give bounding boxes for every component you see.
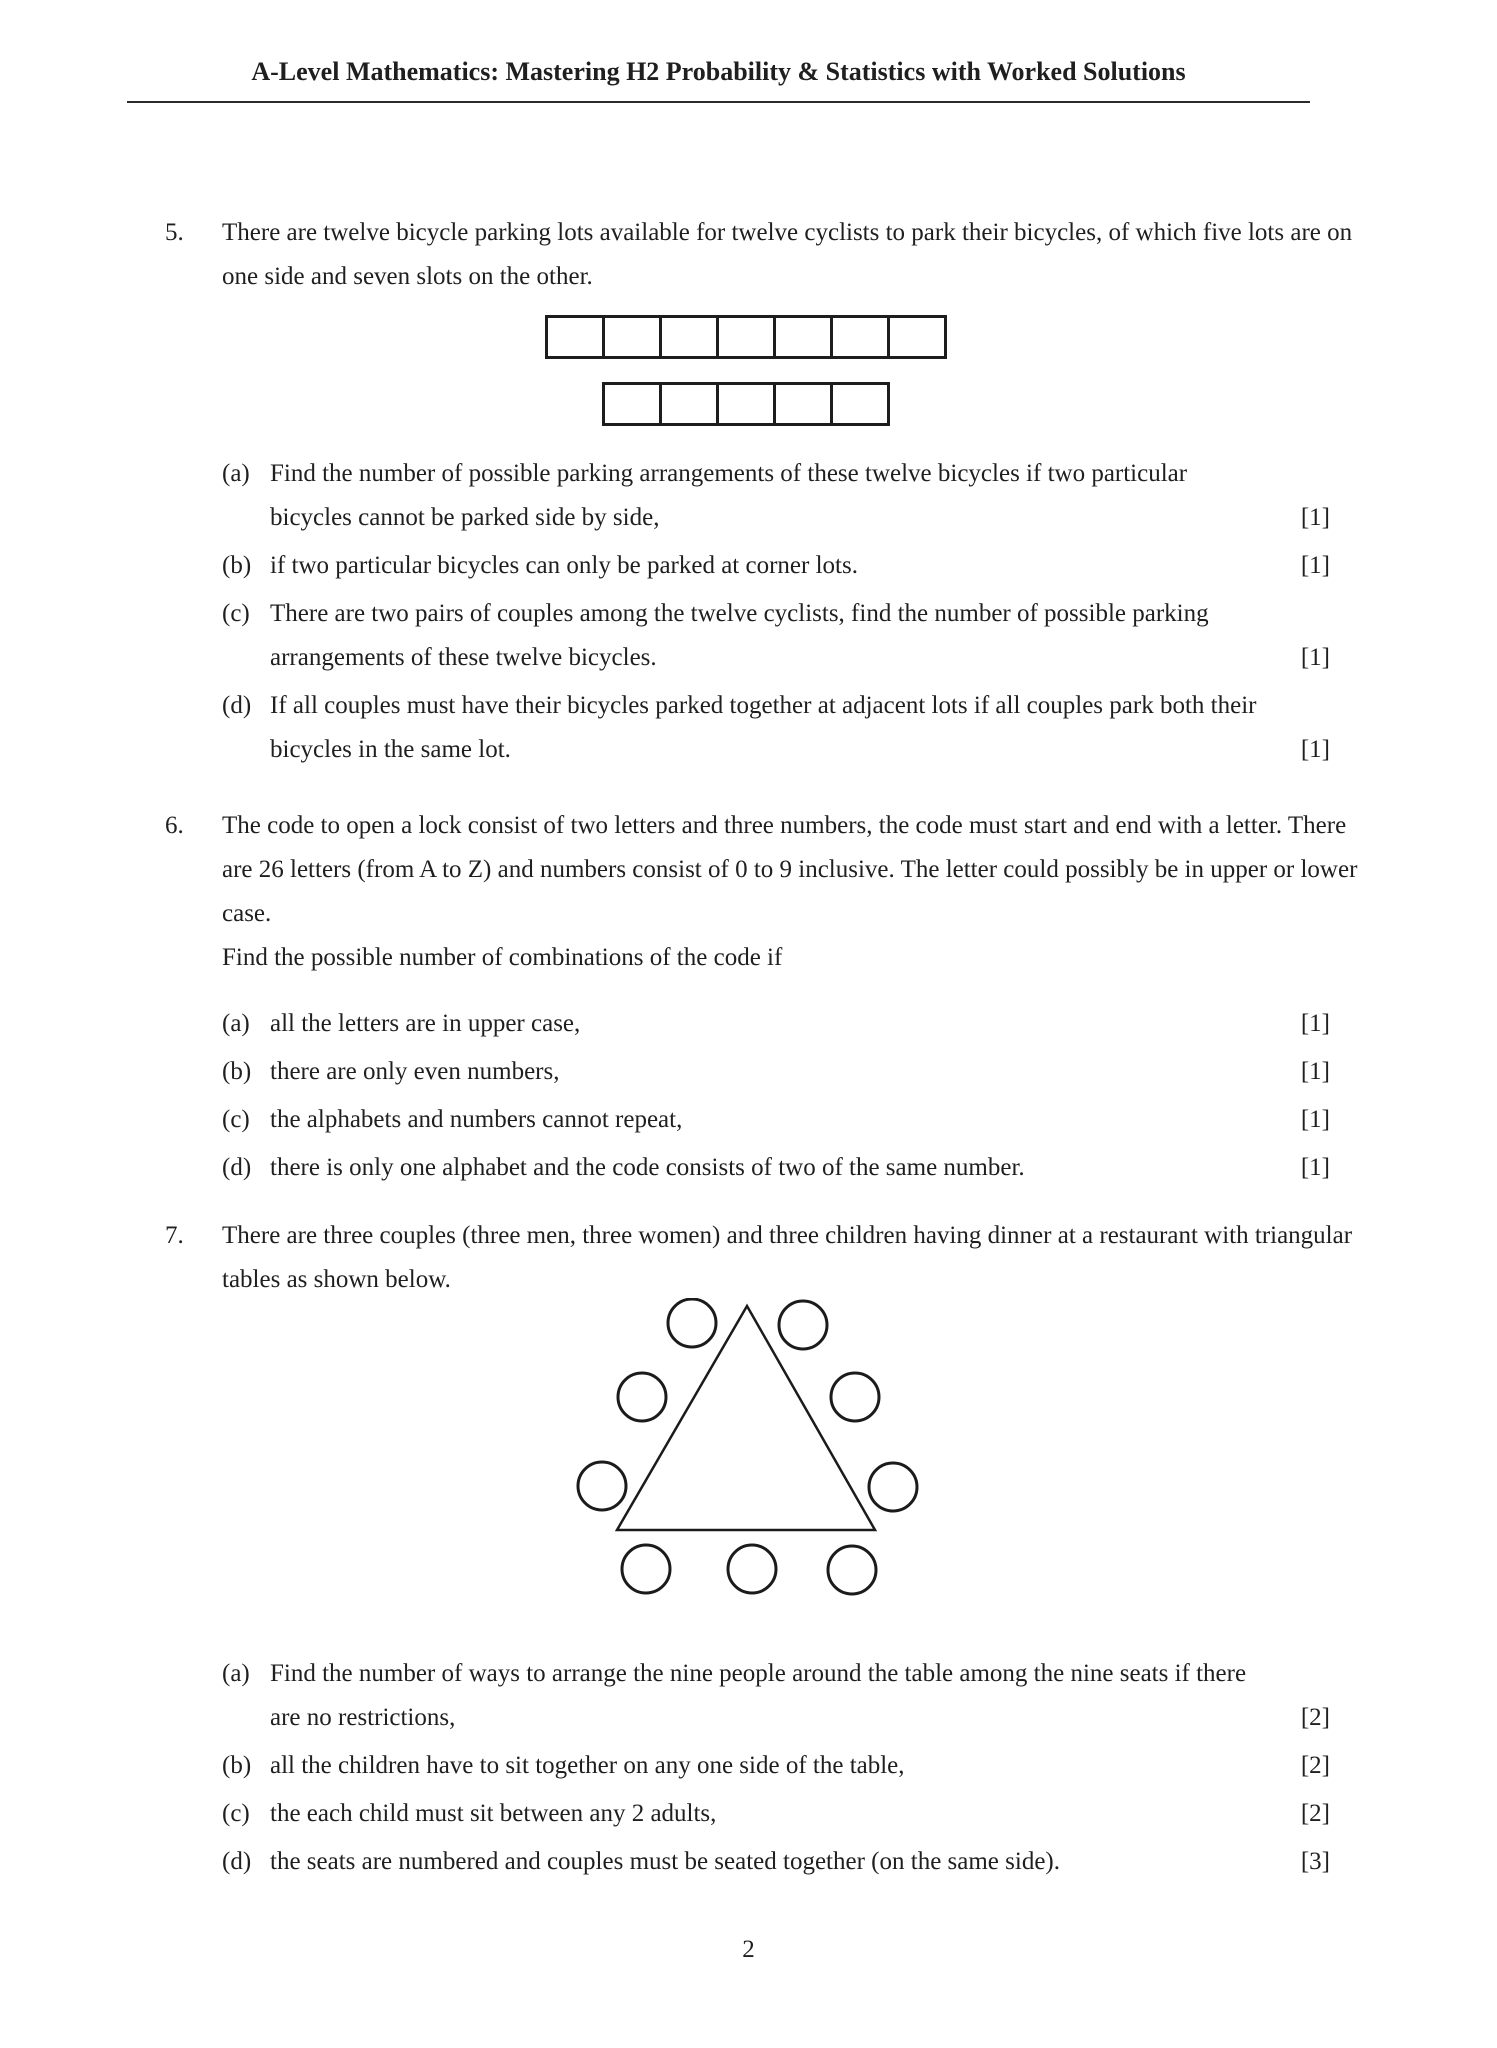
parking-row-bottom xyxy=(602,382,1365,426)
page-header-title: A-Level Mathematics: Mastering H2 Probability & Statistics with Worked Solutions xyxy=(127,54,1310,103)
part-a xyxy=(222,1652,1330,1740)
parking-slot xyxy=(773,315,833,359)
seat-circle xyxy=(828,1546,876,1594)
marks-badge: [1] xyxy=(1300,644,1330,671)
part-a xyxy=(222,452,1330,540)
part-d xyxy=(222,1146,1330,1190)
question-body xyxy=(222,1214,1365,1888)
question-6 xyxy=(165,804,1365,1194)
marks-badge: [1] xyxy=(1300,736,1330,763)
parking-slot xyxy=(602,382,662,426)
part-text: if two particular bicycles can only be parked at corner lots. xyxy=(270,552,858,579)
part-b xyxy=(222,544,1330,588)
part-text: the alphabets and numbers cannot repeat, xyxy=(270,1106,683,1133)
parking-slot xyxy=(830,315,890,359)
part-text: all the letters are in upper case, xyxy=(270,1010,581,1037)
part-a xyxy=(222,1002,1330,1046)
part-c xyxy=(222,1098,1330,1142)
part-text: the each child must sit between any 2 adults, xyxy=(270,1800,717,1827)
part-d xyxy=(222,1840,1330,1884)
part-label: (d) xyxy=(222,1154,252,1181)
part-text: there are only even numbers, xyxy=(270,1058,560,1085)
seat-circle xyxy=(578,1462,626,1510)
part-label: (c) xyxy=(222,1106,250,1133)
part-label: (a) xyxy=(222,460,250,487)
part-label: (c) xyxy=(222,1800,250,1827)
parking-slot xyxy=(830,382,890,426)
part-text: all the children have to sit together on any one side of the table, xyxy=(270,1752,905,1779)
part-label: (b) xyxy=(222,1752,252,1779)
marks-badge: [1] xyxy=(1300,552,1330,579)
part-label: (c) xyxy=(222,600,250,627)
seat-circle xyxy=(622,1545,670,1593)
marks-badge: [1] xyxy=(1300,1058,1330,1085)
question-number: 5. xyxy=(165,219,184,246)
question-statement-2: Find the possible number of combinations of the code if xyxy=(222,944,783,971)
parking-slot xyxy=(602,315,662,359)
part-label: (b) xyxy=(222,552,252,579)
parking-slot xyxy=(659,315,719,359)
marks-badge: [3] xyxy=(1300,1848,1330,1875)
parking-slots-diagram xyxy=(545,315,1365,426)
question-statement: The code to open a lock consist of two letters and three numbers, the code must start and end with a letter. There are 26 letters (from A to Z) and numbers consist of 0 to 9 inclusive. The letter could possibly be in upper or lower case. xyxy=(222,812,1358,927)
question-body xyxy=(222,211,1365,776)
question-statement: There are three couples (three men, three women) and three children having dinner at a restaurant with triangular tables as shown below. xyxy=(222,1222,1353,1293)
question-body xyxy=(222,804,1365,1194)
part-label: (d) xyxy=(222,692,252,719)
part-c xyxy=(222,592,1330,680)
parking-slot xyxy=(716,382,776,426)
parking-slot xyxy=(773,382,833,426)
parking-row-top xyxy=(545,315,1365,359)
parking-slot xyxy=(716,315,776,359)
question-7 xyxy=(165,1214,1365,1888)
part-text: there is only one alphabet and the code consists of two of the same number. xyxy=(270,1154,1025,1181)
question-5 xyxy=(165,211,1365,776)
question-parts xyxy=(222,452,1365,772)
marks-badge: [1] xyxy=(1300,1154,1330,1181)
seat-circle xyxy=(831,1373,879,1421)
marks-badge: [1] xyxy=(1300,1106,1330,1133)
part-text: Find the number of ways to arrange the nine people around the table among the nine seats if there are no restrictions, xyxy=(270,1660,1247,1731)
part-text: There are two pairs of couples among the twelve cyclists, find the number of possible parking arrangements of these twelve bicycles. xyxy=(270,600,1209,671)
page-number: 2 xyxy=(742,1936,755,1963)
seat-circle xyxy=(728,1545,776,1593)
part-label: (a) xyxy=(222,1010,250,1037)
seat-circle xyxy=(869,1463,917,1511)
parking-slot xyxy=(659,382,719,426)
question-number: 6. xyxy=(165,812,184,839)
seat-circle xyxy=(779,1301,827,1349)
marks-badge: [2] xyxy=(1300,1800,1330,1827)
question-statement: There are twelve bicycle parking lots available for twelve cyclists to park their bicycles, of which five lots are on one side and seven slots on the other. xyxy=(222,219,1353,290)
part-label: (b) xyxy=(222,1058,252,1085)
part-b xyxy=(222,1050,1330,1094)
seat-circle xyxy=(618,1373,666,1421)
part-b xyxy=(222,1744,1330,1788)
parking-slot xyxy=(887,315,947,359)
parking-slot xyxy=(545,315,605,359)
marks-badge: [2] xyxy=(1300,1752,1330,1779)
part-text: Find the number of possible parking arrangements of these twelve bicycles if two particular bicycles cannot be parked side by side, xyxy=(270,460,1188,531)
marks-badge: [2] xyxy=(1300,1704,1330,1731)
triangle-table-diagram xyxy=(540,1298,960,1638)
part-text: If all couples must have their bicycles parked together at adjacent lots if all couples park both their bicycles in the same lot. xyxy=(270,692,1257,763)
marks-badge: [1] xyxy=(1300,1010,1330,1037)
part-c xyxy=(222,1792,1330,1836)
question-parts xyxy=(222,1652,1365,1884)
question-number: 7. xyxy=(165,1222,184,1249)
seat-circle xyxy=(668,1299,716,1347)
part-d xyxy=(222,684,1330,772)
part-text: the seats are numbered and couples must be seated together (on the same side). xyxy=(270,1848,1061,1875)
marks-badge: [1] xyxy=(1300,504,1330,531)
part-label: (d) xyxy=(222,1848,252,1875)
question-parts xyxy=(222,1002,1365,1190)
part-label: (a) xyxy=(222,1660,250,1687)
